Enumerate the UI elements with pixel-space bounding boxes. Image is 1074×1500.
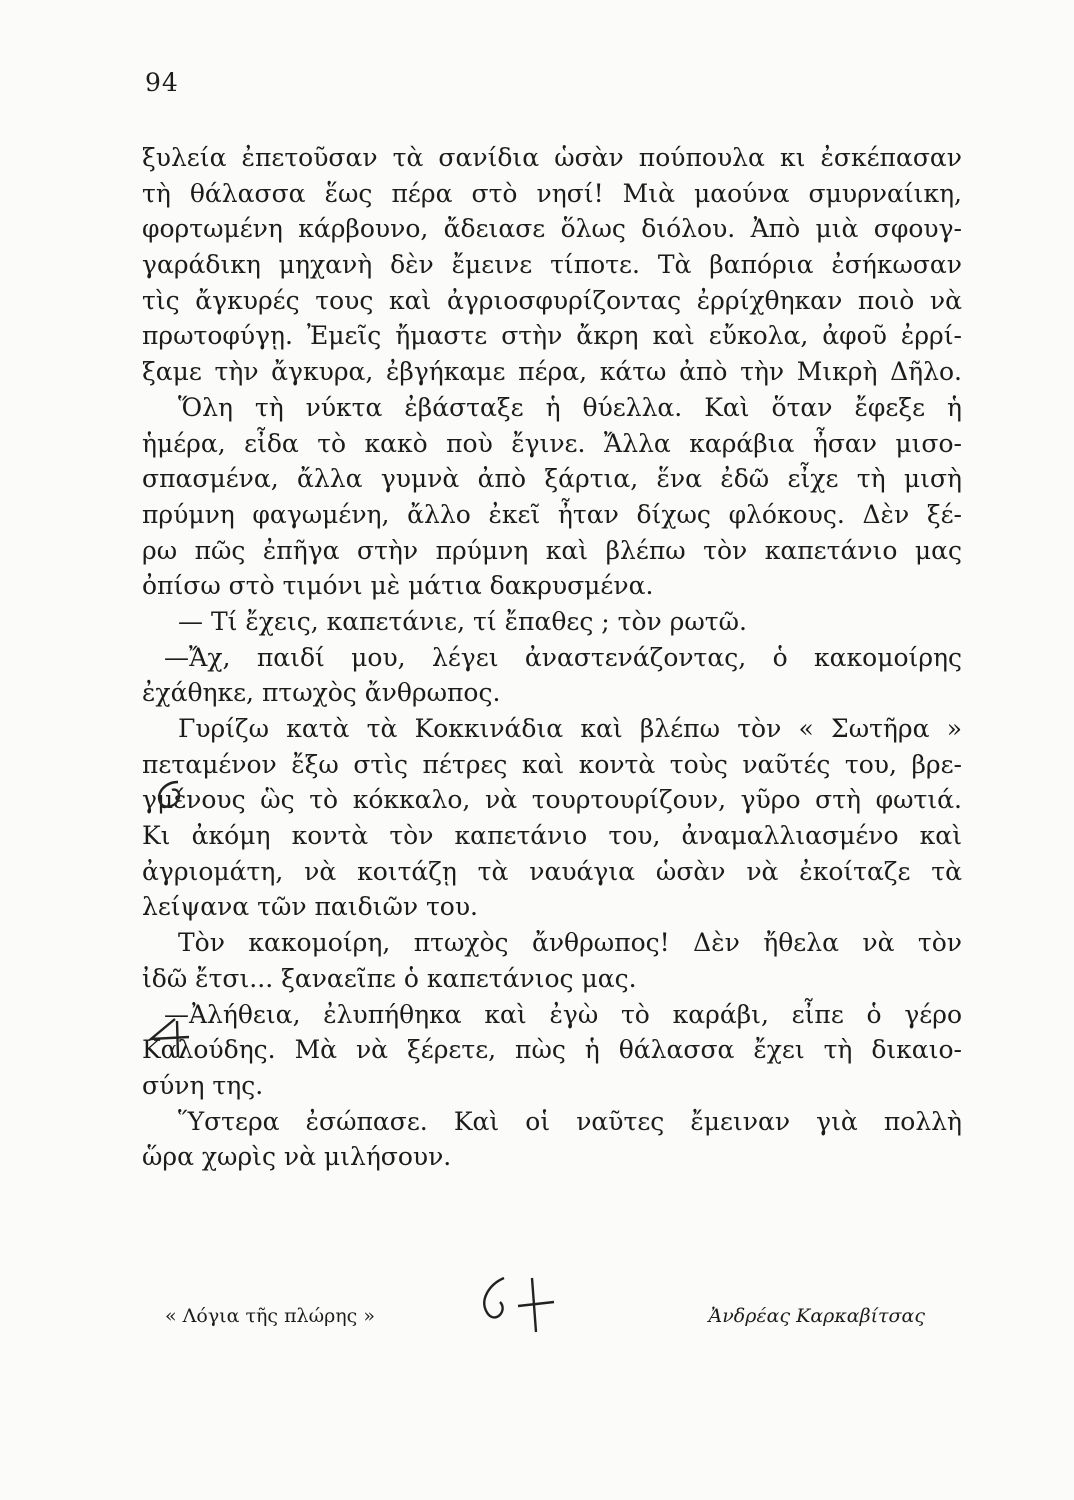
text-line: ἀγριομάτη, νὰ κοιτάζῃ τὰ ναυάγια ὡσὰν νὰ ἐκοίταζε τὰ [142, 856, 962, 886]
text-line: λείψανα τῶν παιδιῶν του. [142, 892, 478, 922]
text-line: ρω πῶς ἐπῆγα στὴν πρύμνη καὶ βλέπω τὸν καπετάνιο μας [142, 535, 962, 565]
text-line: πρύμνη φαγωμένη, ἄλλο ἐκεῖ ἦταν δίχως φλόκους. Δὲν ξέ- [142, 499, 962, 529]
text-line: — Τί ἔχεις, καπετάνιε, τί ἔπαθες ; τὸν ρωτῶ. [178, 606, 747, 636]
end-mark-icon [468, 1270, 558, 1340]
text-line: ὀπίσω στὸ τιμόνι μὲ μάτια δακρυσμένα. [142, 571, 654, 601]
text-line: Ὕστερα ἐσώπασε. Καὶ οἱ ναῦτες ἔμειναν γιὰ πολλὴ [178, 1106, 962, 1136]
text-line: Ὅλη τὴ νύκτα ἐβάσταξε ἡ θύελλα. Καὶ ὅταν ἔφεξε ἡ [178, 392, 962, 422]
text-line: —Ἄχ, παιδί μου, λέγει ἀναστενάζοντας, ὁ κακομοίρης [164, 642, 962, 672]
source-title: « Λόγια τῆς πλώρης » [165, 1305, 375, 1327]
text-line: ξυλεία ἐπετοῦσαν τὰ σανίδια ὡσὰν πούπουλα κι ἐσκέπασαν [142, 143, 962, 172]
text-line: σύνη της. [142, 1070, 264, 1100]
text-line: Γυρίζω κατὰ τὰ Κοκκινάδια καὶ βλέπω τὸν « Σωτῆρα » [178, 714, 962, 743]
text-line: τὶς ἄγκυρές τους καὶ ἀγριοσφυρίζοντας ἐρρίχθηκαν ποιὸ νὰ [142, 285, 962, 315]
text-line: πεταμένον ἔξω στὶς πέτρες καὶ κοντὰ τοὺς ναῦτές του, βρε- [142, 749, 962, 779]
text-line: πρωτοφύγῃ. Ἐμεῖς ἤμαστε στὴν ἄκρη καὶ εὔκολα, ἀφοῦ ἐρρί- [142, 321, 962, 351]
author-name: Ἀνδρέας Καρκαβίτσας [708, 1305, 925, 1327]
text-line: ὥρα χωρὶς νὰ μιλήσουν. [142, 1142, 452, 1172]
paragraph-mark-icon [145, 1015, 197, 1060]
text-line: τὴ θάλασσα ἕως πέρα στὸ νησί! Μιὰ μαούνα σμυρναίικη, [142, 178, 962, 208]
text-line: φορτωμένη κάρβουνο, ἄδειασε ὅλως διόλου. Ἀπὸ μιὰ σφουγ- [142, 214, 962, 244]
text-line: Κι ἀκόμη κοντὰ τὸν καπετάνιο του, ἀναμαλλιασμένο καὶ [142, 821, 962, 851]
body-text [142, 140, 962, 1175]
text-line: γμένους ὣς τὸ κόκκαλο, νὰ τουρτουρίζουν, γῦρο στὴ φωτιά. [142, 785, 962, 815]
page-number: 94 [145, 68, 179, 97]
text-line: ἐχάθηκε, πτωχὸς ἄνθρωπος. [142, 678, 501, 708]
text-line: σπασμένα, ἄλλα γυμνὰ ἀπὸ ξάρτια, ἕνα ἐδῶ εἶχε τὴ μισὴ [142, 464, 962, 494]
paragraph-mark-icon [150, 778, 190, 812]
text-line: ξαμε τὴν ἄγκυρα, ἐβγήκαμε πέρα, κάτω ἀπὸ τὴν Μικρὴ Δῆλο. [142, 357, 962, 387]
text-line: Καλούδης. Μὰ νὰ ξέρετε, πὼς ἡ θάλασσα ἔχει τὴ δικαιο- [142, 1035, 962, 1065]
text-line: —Ἀλήθεια, ἐλυπήθηκα καὶ ἐγὼ τὸ καράβι, εἶπε ὁ γέρο [164, 999, 962, 1029]
text-line: ἰδῶ ἔτσι... ξαναεῖπε ὁ καπετάνιος μας. [142, 963, 637, 993]
text-line: γαράδικη μηχανὴ δὲν ἔμεινε τίποτε. Τὰ βαπόρια ἐσήκωσαν [142, 250, 962, 280]
text-line: ἡμέρα, εἶδα τὸ κακὸ ποὺ ἔγινε. Ἄλλα καράβια ἦσαν μισο- [142, 428, 962, 458]
text-line: Τὸν κακομοίρη, πτωχὸς ἄνθρωπος! Δὲν ἤθελα νὰ τὸν [178, 928, 962, 958]
